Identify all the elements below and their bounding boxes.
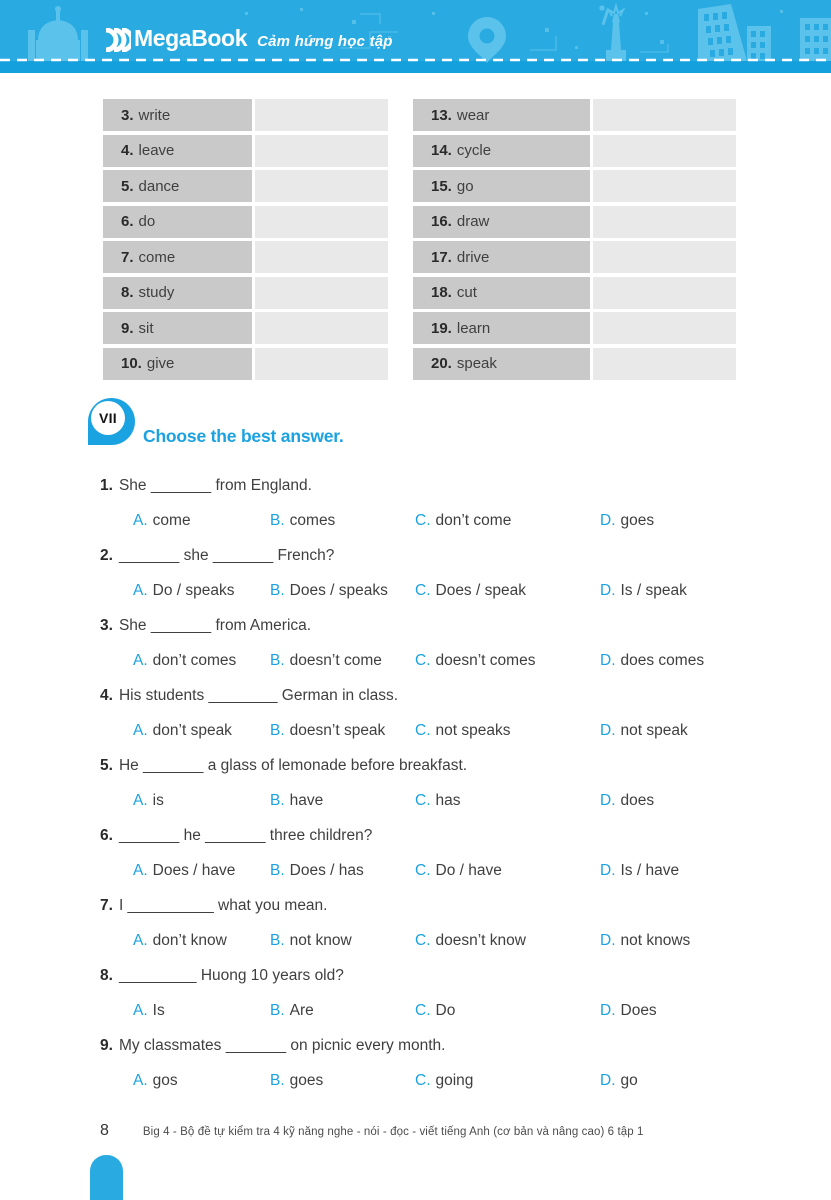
option-letter: C. [415, 861, 431, 879]
option-letter: B. [270, 931, 285, 949]
option-letter: B. [270, 721, 285, 739]
question [100, 538, 745, 608]
verb-word: draw [456, 213, 490, 230]
option-letter: B. [270, 581, 285, 599]
option [600, 582, 745, 600]
question [100, 748, 745, 818]
verb-cell [103, 99, 252, 131]
option-text: not knows [620, 931, 691, 949]
option-text: go [620, 1071, 638, 1089]
verb-word: go [456, 177, 474, 195]
verb-word: write [138, 106, 171, 124]
verb-cell [413, 348, 590, 380]
option-letter: B. [270, 511, 285, 529]
verb-number: 18. [431, 284, 452, 301]
option-text: don’t come [435, 511, 512, 529]
verb-cell [413, 277, 590, 309]
option [133, 652, 270, 670]
verb-number: 20. [431, 355, 452, 372]
table-gap [391, 99, 410, 131]
verb-number: 17. [431, 248, 452, 266]
option-text: come [152, 511, 191, 529]
verb-cell [413, 170, 590, 202]
option-text: Is / have [620, 861, 680, 879]
option [133, 722, 270, 740]
footer-caption: Big 4 - Bộ đề tự kiểm tra 4 kỹ năng nghe - nói - đọc - viết tiếng Anh (cơ bản và nâng cao) 6 tập 1 [142, 1126, 644, 1138]
option-text: Is / speak [620, 581, 687, 599]
option [270, 1002, 415, 1020]
verb-word: come [138, 248, 176, 266]
option-text: don’t comes [152, 651, 237, 669]
option-text: have [289, 791, 324, 809]
question [100, 1028, 745, 1098]
question [100, 888, 745, 958]
option [415, 652, 600, 670]
question-text: _______ he _______ three children? [118, 826, 373, 844]
verb-answer-blank [593, 277, 736, 309]
option [415, 1072, 600, 1090]
option-letter: A. [133, 721, 148, 739]
page-number: 8 [100, 1122, 109, 1139]
verb-answer-blank [593, 170, 736, 202]
option [415, 792, 600, 810]
verb-number: 7. [121, 248, 134, 266]
option-letter: A. [133, 791, 148, 809]
verb-cell [103, 170, 252, 202]
option-letter: D. [600, 791, 616, 809]
option [133, 862, 270, 880]
verb-answer-blank [255, 241, 388, 273]
verb-cell [413, 99, 590, 131]
option-text: Do / speaks [152, 581, 235, 599]
option-text: don’t speak [152, 721, 232, 739]
table-gap [391, 170, 410, 202]
option-text: Do / have [435, 861, 502, 879]
option-text: Does / speak [435, 581, 526, 599]
verb-cell [103, 135, 252, 167]
verb-number: 15. [431, 177, 452, 195]
option-letter: C. [415, 1001, 431, 1019]
question [100, 958, 745, 1028]
option [133, 582, 270, 600]
option-letter: A. [133, 1001, 148, 1019]
option-text: not speak [620, 721, 688, 739]
option-letter: D. [600, 1001, 616, 1019]
verb-cell [413, 312, 590, 344]
option-letter: C. [415, 1071, 431, 1089]
option-text: gos [152, 1071, 178, 1089]
option-letter: C. [415, 721, 431, 739]
option-letter: D. [600, 581, 616, 599]
option-letter: A. [133, 511, 148, 529]
verb-answer-blank [255, 135, 388, 167]
option-letter: D. [600, 511, 616, 529]
option-letter: A. [133, 651, 148, 669]
option-letter: C. [415, 511, 431, 529]
verb-cell [413, 206, 590, 238]
verb-answer-blank [593, 206, 736, 238]
verb-answer-blank [593, 241, 736, 273]
question-text: _______ she _______ French? [118, 546, 335, 564]
option [133, 512, 270, 530]
option-letter: B. [270, 861, 285, 879]
option-text: does [620, 791, 655, 809]
option-letter: B. [270, 651, 285, 669]
question-number: 6. [100, 826, 113, 844]
option-text: doesn’t comes [435, 651, 536, 669]
verb-table [103, 99, 736, 380]
page-footer [100, 1122, 644, 1140]
option-letter: D. [600, 1071, 616, 1089]
option [133, 1002, 270, 1020]
verb-answer-blank [255, 277, 388, 309]
question [100, 678, 745, 748]
option-text: Does / has [289, 861, 364, 879]
option-text: comes [289, 511, 336, 529]
table-gap [391, 206, 410, 238]
option-letter: D. [600, 931, 616, 949]
option-letter: B. [270, 1001, 285, 1019]
verb-word: sit [138, 319, 154, 337]
verb-word: do [138, 213, 156, 230]
option [270, 932, 415, 950]
option-text: goes [289, 1071, 324, 1089]
option [270, 722, 415, 740]
option [415, 862, 600, 880]
logo-text: MegaBook [134, 25, 248, 51]
question-number: 3. [100, 616, 113, 634]
question-text: She _______ from America. [118, 616, 312, 634]
option [415, 582, 600, 600]
verb-word: cycle [456, 142, 492, 159]
option-letter: B. [270, 1071, 285, 1089]
option [600, 862, 745, 880]
question-text: _________ Huong 10 years old? [118, 966, 344, 984]
verb-cell [103, 348, 252, 380]
verb-number: 13. [431, 106, 452, 124]
option-text: Is [152, 1001, 165, 1019]
option-text: not speaks [435, 721, 511, 739]
question-text: She _______ from England. [118, 476, 312, 494]
verb-word: learn [456, 319, 491, 337]
option-text: Do [435, 1001, 456, 1019]
option-text: Does / speaks [289, 581, 388, 599]
verb-word: cut [456, 284, 477, 301]
option [600, 792, 745, 810]
verb-answer-blank [593, 312, 736, 344]
option [270, 792, 415, 810]
verb-answer-blank [593, 135, 736, 167]
option [270, 582, 415, 600]
verb-answer-blank [255, 99, 388, 131]
option-text: goes [620, 511, 655, 529]
question-text: I __________ what you mean. [118, 896, 328, 914]
section-badge-numeral: VII [91, 401, 125, 435]
option-text: don’t know [152, 931, 227, 949]
verb-answer-blank [593, 99, 736, 131]
option-letter: A. [133, 581, 148, 599]
option [600, 722, 745, 740]
verb-answer-blank [255, 206, 388, 238]
option [415, 722, 600, 740]
page-header [0, 0, 831, 73]
verb-number: 4. [121, 142, 134, 159]
verb-number: 5. [121, 177, 134, 195]
option-text: going [435, 1071, 474, 1089]
verb-word: dance [138, 177, 180, 195]
table-gap [391, 277, 410, 309]
option-text: Does [620, 1001, 657, 1019]
question-number: 4. [100, 686, 113, 704]
verb-cell [103, 206, 252, 238]
question [100, 468, 745, 538]
logo-tagline: Cảm hứng học tập [257, 33, 393, 50]
question [100, 608, 745, 678]
question-number: 5. [100, 756, 113, 774]
option-text: has [435, 791, 461, 809]
option [600, 652, 745, 670]
option [600, 512, 745, 530]
verb-answer-blank [255, 312, 388, 344]
verb-word: wear [456, 106, 490, 124]
question-text: His students ________ German in class. [118, 686, 399, 704]
verb-cell [103, 241, 252, 273]
question [100, 818, 745, 888]
option [133, 1072, 270, 1090]
verb-word: give [146, 355, 175, 372]
option-text: doesn’t speak [289, 721, 386, 739]
verb-number: 9. [121, 319, 134, 337]
table-gap [391, 241, 410, 273]
option [270, 862, 415, 880]
verb-cell [103, 277, 252, 309]
question-number: 9. [100, 1036, 113, 1054]
option-text: Does / have [152, 861, 236, 879]
option [415, 932, 600, 950]
option-text: doesn’t come [289, 651, 382, 669]
option [133, 932, 270, 950]
option [133, 792, 270, 810]
section-heading [88, 398, 588, 450]
option [270, 652, 415, 670]
verb-number: 14. [431, 142, 452, 159]
verb-answer-blank [593, 348, 736, 380]
section-badge [88, 398, 135, 445]
question-number: 8. [100, 966, 113, 984]
page-edge-tab [90, 1155, 123, 1200]
question-number: 2. [100, 546, 113, 564]
option-letter: B. [270, 791, 285, 809]
question-text: My classmates _______ on picnic every month. [118, 1036, 446, 1054]
option-letter: D. [600, 861, 616, 879]
section-title: Choose the best answer. [143, 426, 344, 446]
option-letter: C. [415, 651, 431, 669]
verb-cell [103, 312, 252, 344]
megabook-logo-icon [103, 28, 131, 52]
verb-number: 6. [121, 213, 134, 230]
verb-word: study [138, 284, 175, 301]
verb-cell [413, 135, 590, 167]
option-text: Are [289, 1001, 314, 1019]
option-letter: D. [600, 651, 616, 669]
option-letter: C. [415, 791, 431, 809]
verb-number: 16. [431, 213, 452, 230]
option [270, 1072, 415, 1090]
table-gap [391, 135, 410, 167]
verb-answer-blank [255, 170, 388, 202]
option-text: not know [289, 931, 352, 949]
verb-number: 19. [431, 319, 452, 337]
verb-number: 10. [121, 355, 142, 372]
questions-list [100, 468, 745, 1098]
option [270, 512, 415, 530]
option [600, 1072, 745, 1090]
option-letter: A. [133, 1071, 148, 1089]
table-gap [391, 348, 410, 380]
option-text: doesn’t know [435, 931, 526, 949]
question-number: 7. [100, 896, 113, 914]
verb-answer-blank [255, 348, 388, 380]
verb-word: leave [138, 142, 175, 159]
verb-word: speak [456, 355, 497, 372]
option-letter: A. [133, 861, 148, 879]
table-gap [391, 312, 410, 344]
megabook-logo [103, 25, 393, 52]
option-letter: A. [133, 931, 148, 949]
verb-number: 8. [121, 284, 134, 301]
question-text: He _______ a glass of lemonade before breakfast. [118, 756, 468, 774]
option-text: does comes [620, 651, 705, 669]
option-letter: C. [415, 581, 431, 599]
option [600, 932, 745, 950]
verb-word: drive [456, 248, 490, 266]
question-number: 1. [100, 476, 113, 494]
option [600, 1002, 745, 1020]
option-letter: C. [415, 931, 431, 949]
option [415, 1002, 600, 1020]
verb-cell [413, 241, 590, 273]
option [415, 512, 600, 530]
verb-number: 3. [121, 106, 134, 124]
option-letter: D. [600, 721, 616, 739]
option-text: is [152, 791, 164, 809]
